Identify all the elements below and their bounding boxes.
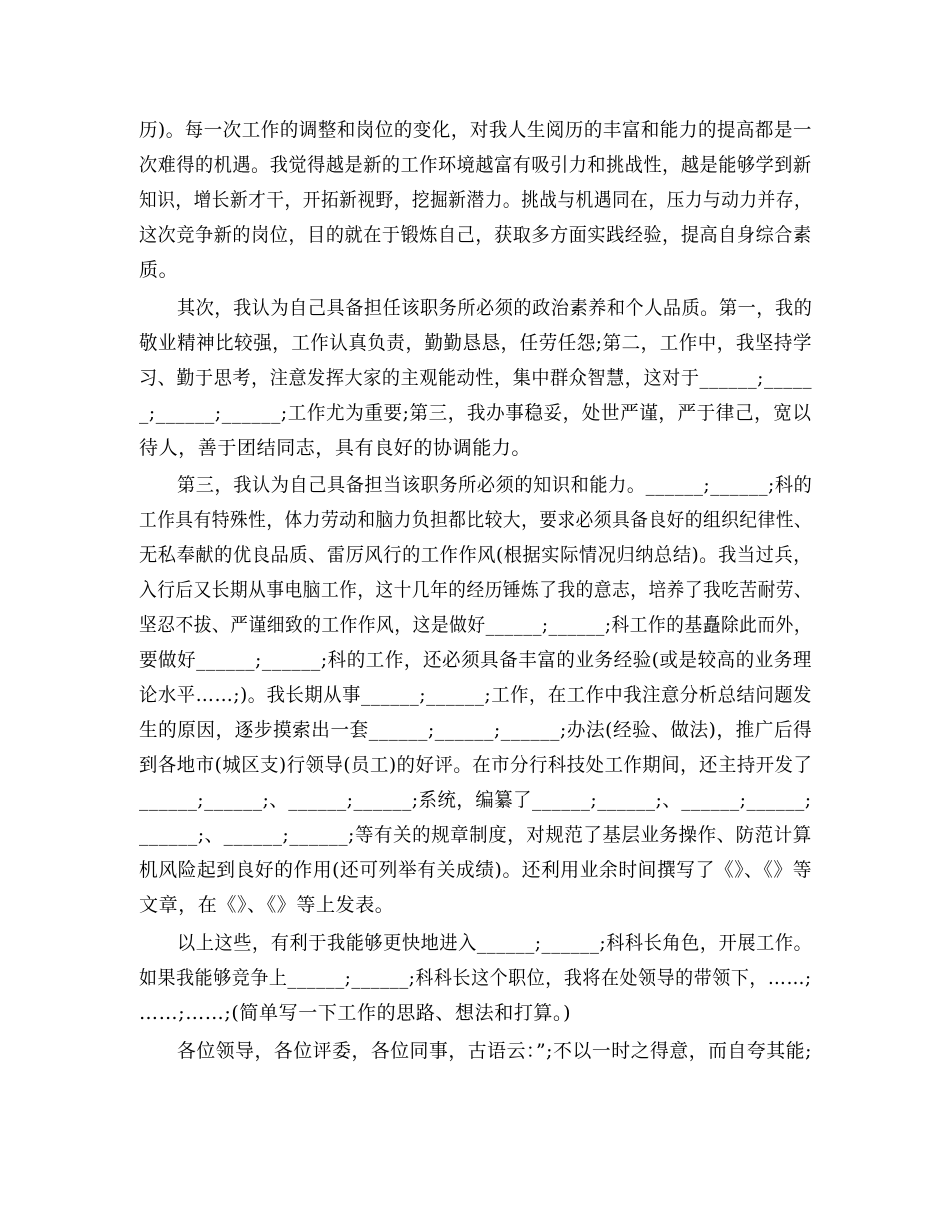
text-line: 无私奉献的优良品质、雷厉风行的工作作风(根据实际情况归纳总结)。我当过兵， [139, 544, 813, 566]
text-line: 待人，善于团结同志，具有良好的协调能力。 [139, 437, 532, 459]
text-line: ……;……;(简单写一下工作的思路、想法和打算。) [139, 1002, 572, 1024]
text-line: 坚忍不拔、严谨细致的工作作风，这是做好______;______;科工作的基矗除此而外， [139, 614, 813, 636]
paragraph-start-line: 第三，我认为自己具备担当该职务所必须的知识和能力。______;______;科的 [177, 474, 813, 496]
text-line: 论水平……;)。我长期从事______;______;工作，在工作中我注意分析总结问题发 [139, 684, 813, 706]
paragraph-start-line: 各位领导，各位评委，各位同事，古语云：”;不以一时之得意，而自夸其能; [177, 1040, 813, 1062]
text-line: _;______;______;工作尤为重要;第三，我办事稳妥，处世严谨，严于律己，宽以 [139, 402, 812, 424]
text-line: ______;、______;______;等有关的规章制度，对规范了基层业务操作、防范计算 [139, 824, 812, 846]
text-line: ______;______;、______;______;系统，编纂了______;______;、______;______; [139, 789, 812, 811]
text-line: 敬业精神比较强，工作认真负责，勤勤恳恳，任劳任怨;第二，工作中，我坚持学 [139, 332, 812, 354]
text-line: 如果我能够竞争上______;______;科科长这个职位，我将在处领导的带领下，……; [139, 967, 812, 989]
text-line: 要做好______;______;科的工作，还必须具备丰富的业务经验(或是较高的业务理 [139, 649, 813, 671]
text-line: 历)。每一次工作的调整和岗位的变化，对我人生阅历的丰富和能力的提高都是一 [139, 119, 812, 141]
text-line: 机风险起到良好的作用(还可列举有关成绩)。还利用业余时间撰写了《》、《》等 [139, 859, 813, 881]
text-line: 到各地市(城区支)行领导(员工)的好评。在市分行科技处工作期间，还主持开发了 [139, 754, 813, 776]
paragraph-start-line: 以上这些，有利于我能够更快地进入______;______;科科长角色，开展工作。 [177, 932, 813, 954]
text-line: 入行后又长期从事电脑工作，这十几年的经历锤炼了我的意志，培养了我吃苦耐劳、 [139, 579, 813, 601]
text-line: 生的原因，逐步摸索出一套______;______;______;办法(经验、做法)，推广后得 [139, 719, 813, 741]
text-line: 次难得的机遇。我觉得越是新的工作环境越富有吸引力和挑战性，越是能够学到新 [139, 154, 812, 176]
text-line: 习、勤于思考，注意发挥大家的主观能动性，集中群众智慧，这对于______;_____ [139, 367, 813, 389]
text-line: 质。 [139, 259, 179, 281]
paragraph-start-line: 其次，我认为自己具备担任该职务所必须的政治素养和个人品质。第一，我的 [177, 297, 813, 319]
text-line: 文章，在《》、《》等上发表。 [139, 894, 395, 916]
text-line: 知识，增长新才干，开拓新视野，挖掘新潜力。挑战与机遇同在，压力与动力并存， [139, 189, 813, 211]
text-line: 工作具有特殊性，体力劳动和脑力负担都比较大，要求必须具备良好的组织纪律性、 [139, 509, 813, 531]
text-line: 这次竞争新的岗位，目的就在于锻炼自己，获取多方面实践经验，提高自身综合素 [139, 224, 812, 246]
